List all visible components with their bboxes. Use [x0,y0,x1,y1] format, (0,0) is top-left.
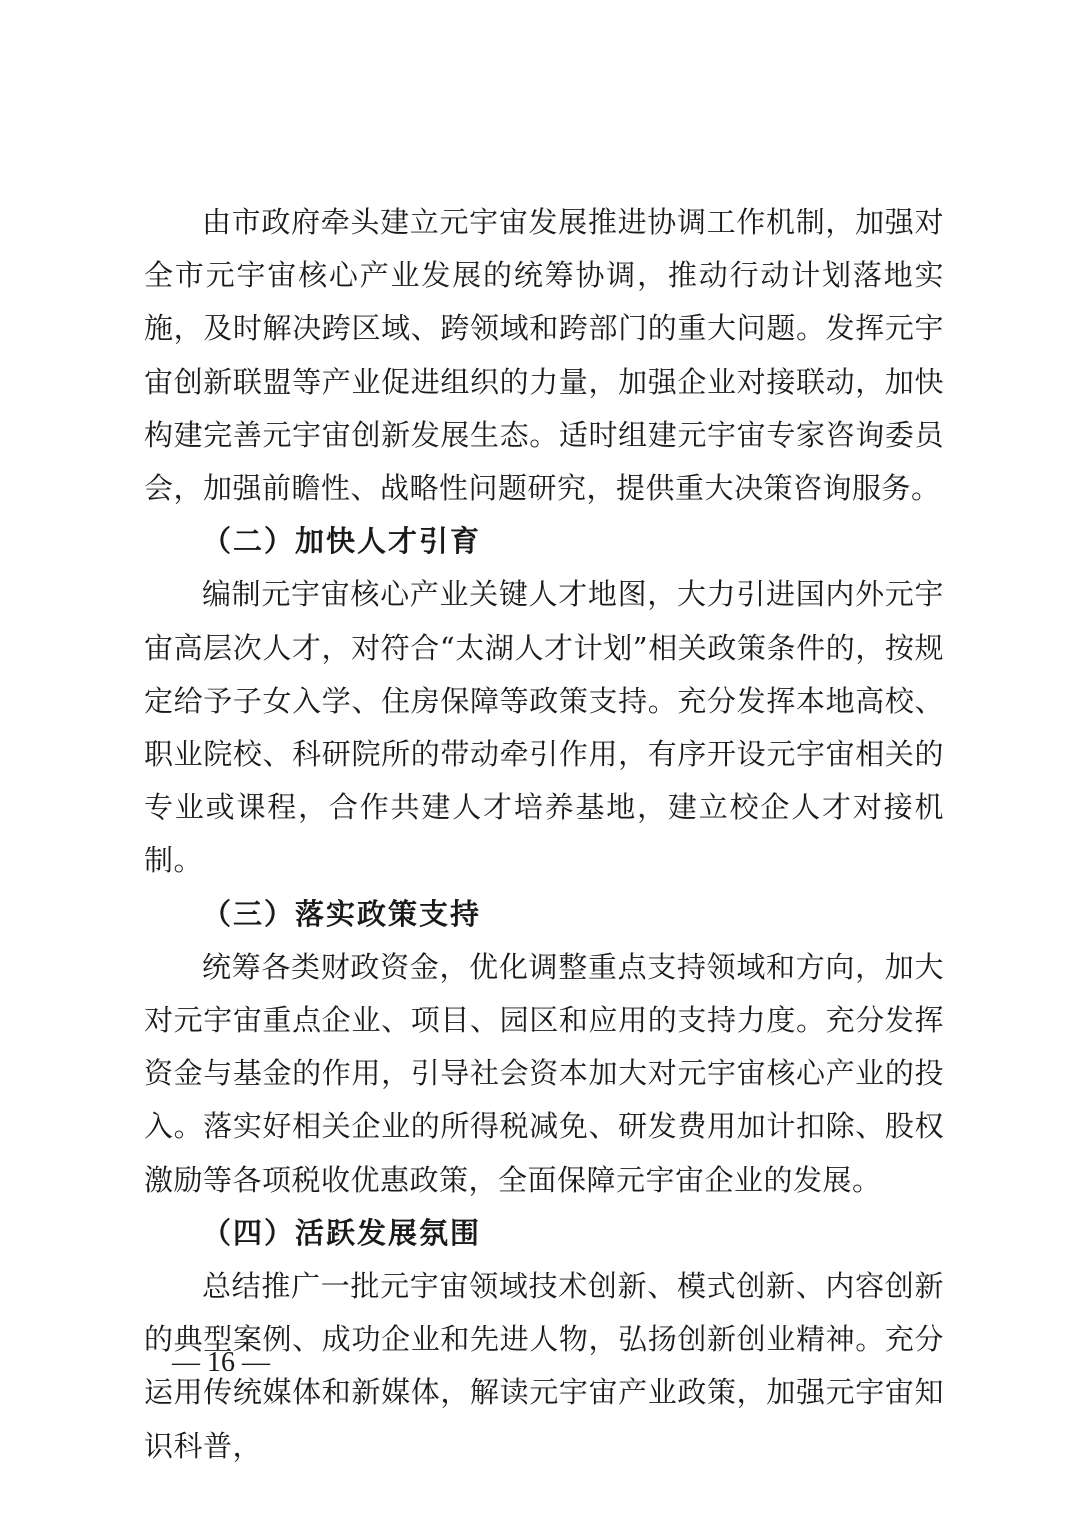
document-body [144,196,944,1473]
paragraph-atmosphere: 总结推广一批元宇宙领域技术创新、模式创新、内容创新的典型案例、成功企业和先进人物，弘扬创新创业精神。充分运用传统媒体和新媒体，解读元宇宙产业政策，加强元宇宙知识科普， [144,1269,944,1463]
paragraph-coordination-mechanism: 由市政府牵头建立元宇宙发展推进协调工作机制，加强对全市元宇宙核心产业发展的统筹协调，推动行动计划落地实施，及时解决跨区域、跨领域和跨部门的重大问题。发挥元宇宙创新联盟等产业促进组织的力量，加强企业对接联动，加快构建完善元宇宙创新发展生态。适时组建元宇宙专家咨询委员会，加强前瞻性、战略性问题研究，提供重大决策咨询服务。 [144,205,944,506]
page-number: — 16 — [172,1347,270,1378]
paragraph-policy: 统筹各类财政资金，优化调整重点支持领域和方向，加大对元宇宙重点企业、项目、园区和应用的支持力度。充分发挥资金与基金的作用，引导社会资本加大对元宇宙核心产业的投入。落实好相关企业的所得税减免、研发费用加计扣除、股权激励等各项税收优惠政策，全面保障元宇宙企业的发展。 [144,949,944,1197]
paragraph-talent: 编制元宇宙核心产业关键人才地图，大力引进国内外元宇宙高层次人才，对符合“太湖人才计划”相关政策条件的，按规定给予子女入学、住房保障等政策支持。充分发挥本地高校、职业院校、科研院所的带动牵引作用，有序开设元宇宙相关的专业或课程，合作共建人才培养基地，建立校企人才对接机制。 [144,577,944,878]
section-heading-atmosphere: （四）活跃发展氛围 [202,1215,482,1250]
section-heading-policy: （三）落实政策支持 [202,896,482,931]
section-heading-talent: （二）加快人才引育 [202,524,482,559]
